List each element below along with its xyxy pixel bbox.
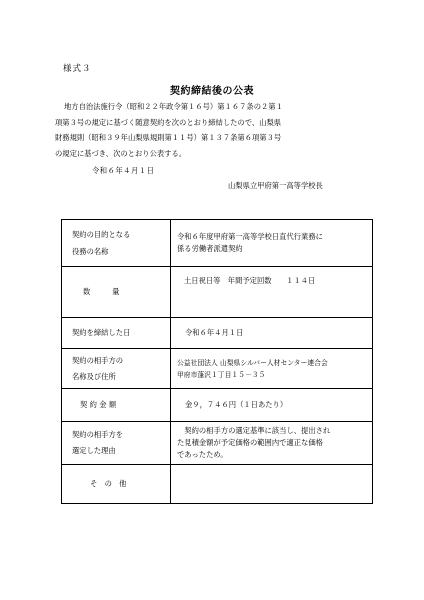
row-label: 契約の相手方の 名称及び住所 xyxy=(62,349,171,389)
table-row xyxy=(62,318,373,349)
intro-line: 地方自治法施行令（昭和２２年政令第１６号）第１６７条の２第１ xyxy=(64,102,283,111)
intro-paragraph xyxy=(55,99,375,161)
row-value: 令和６年４月１日 xyxy=(171,318,373,349)
announcement-date: 令和６年４月１日 xyxy=(92,166,155,175)
row-label: 契約を締結した日 xyxy=(62,318,171,349)
row-label: 契約の相手方を 選定した理由 xyxy=(62,422,171,465)
row-value: 契約の相手方の選定基準に該当し、提出され た見積金額が予定価格の範囲内で適正な価格 であったため。 xyxy=(171,422,373,465)
intro-line: 項第３号の規定に基づく随意契約を次のとおり締結したので、山梨県 xyxy=(55,117,282,127)
row-value-empty xyxy=(171,465,373,504)
table-row xyxy=(62,422,373,465)
issuer-name: 山梨県立甲府第一高等学校長 xyxy=(228,181,323,190)
row-value: 令和６年度甲府第一高等学校日直代行業務に 係る労働者派遣契約 xyxy=(171,220,373,267)
table-row xyxy=(62,465,373,504)
row-label: 数 量 xyxy=(62,267,171,318)
row-value: 土日祝日等 年間予定回数 １１４日 xyxy=(171,267,373,318)
table-row xyxy=(62,349,373,389)
table-row xyxy=(62,267,373,318)
contract-info-table xyxy=(61,219,373,504)
row-label: 契約の目的となる 役務の名称 xyxy=(62,220,171,267)
row-value: 金９，７４６円（１日あたり） xyxy=(171,389,373,422)
row-value: 公益社団法人 山梨県シルバー人材センター連合会 甲府市蓬沢１丁目１５－３５ xyxy=(171,349,373,389)
intro-line: 財務規則（昭和３９年山梨県規則第１１号）第１３７条第６項第３号 xyxy=(55,133,282,142)
intro-line: の規定に基づき、次のとおり公表する。 xyxy=(55,148,187,158)
row-label: 契 約 金 額 xyxy=(62,389,171,422)
table-row xyxy=(62,389,373,422)
form-number: 様式３ xyxy=(63,64,92,74)
row-label: そ の 他 xyxy=(62,465,171,504)
document-title: 契約締結後の公表 xyxy=(170,86,254,97)
table-row xyxy=(62,220,373,267)
